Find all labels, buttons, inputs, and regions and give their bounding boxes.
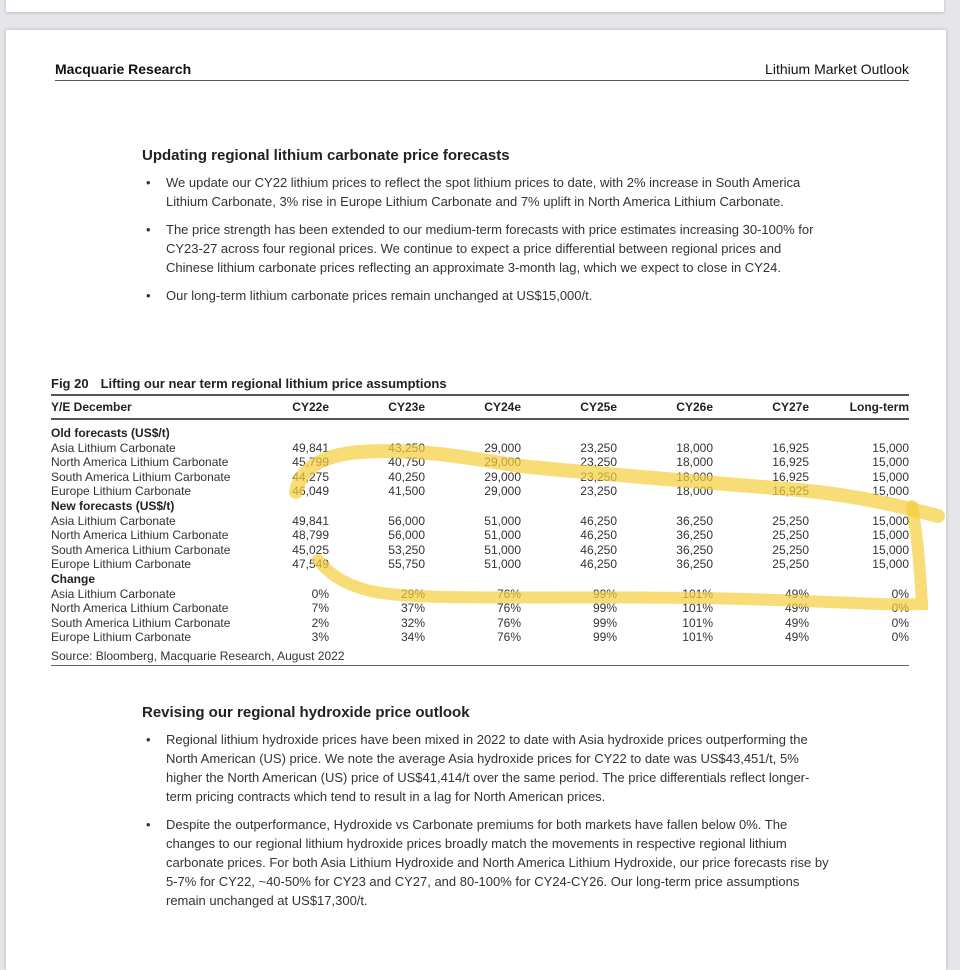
table-group-row xyxy=(51,419,909,441)
row-label: Europe Lithium Carbonate xyxy=(51,557,192,572)
table-cell: 45,799 xyxy=(292,455,329,470)
table-cell: 49% xyxy=(784,630,809,645)
table-cell: 36,250 xyxy=(676,557,713,572)
table-cell: 99% xyxy=(592,586,617,601)
table-group-row xyxy=(51,572,909,587)
table-row xyxy=(51,616,909,631)
table-cell: 49,841 xyxy=(292,513,329,528)
table-row xyxy=(51,455,909,470)
table-cell: 49% xyxy=(784,586,809,601)
table-cell: 16,925 xyxy=(772,455,809,470)
table-row xyxy=(51,630,909,645)
table-cell: 0% xyxy=(311,586,329,601)
table-cell: 41,500 xyxy=(388,484,425,499)
table-row xyxy=(51,587,909,602)
figure-source: Source: Bloomberg, Macquarie Research, August 2022 xyxy=(51,645,909,666)
column-header: CY23e xyxy=(329,396,425,419)
table-cell: 23,250 xyxy=(580,469,617,484)
price-forecast-table xyxy=(51,396,909,645)
table-cell: 51,000 xyxy=(484,542,521,557)
document-page xyxy=(6,30,946,970)
table-cell: 15,000 xyxy=(872,469,909,484)
table-cell: 36,250 xyxy=(676,528,713,543)
bullet-list xyxy=(142,173,832,305)
figure-20 xyxy=(51,376,909,666)
row-label: North America Lithium Carbonate xyxy=(51,528,229,543)
table-cell: 99% xyxy=(592,630,617,645)
table-cell: 46,250 xyxy=(580,513,617,528)
table-cell: 46,250 xyxy=(580,557,617,572)
figure-number: Fig 20 xyxy=(51,376,89,391)
table-cell: 0% xyxy=(891,615,909,630)
row-label: South America Lithium Carbonate xyxy=(51,469,231,484)
row-label: South America Lithium Carbonate xyxy=(51,615,231,630)
table-cell: 40,750 xyxy=(388,455,425,470)
table-cell: 29,000 xyxy=(484,469,521,484)
bullet-item: • The price strength has been extended to our medium-term forecasts with price estimates increasing 30-100% for CY23-27 across four regional prices. We continue to expect a price differential between regional prices and Chinese lithium carbonate prices reflecting an approximate 3-month lag, which we expect to close in CY24. xyxy=(142,220,832,277)
table-row xyxy=(51,514,909,529)
table-cell: 23,250 xyxy=(580,440,617,455)
table-row xyxy=(51,557,909,572)
report-title: Lithium Market Outlook xyxy=(765,61,909,77)
table-cell: 29,000 xyxy=(484,440,521,455)
row-label: Asia Lithium Carbonate xyxy=(51,586,176,601)
column-header: CY25e xyxy=(521,396,617,419)
table-row xyxy=(51,601,909,616)
table-cell: 43,250 xyxy=(388,440,425,455)
table-cell: 48,799 xyxy=(292,528,329,543)
table-cell: 46,049 xyxy=(292,484,329,499)
table-cell: 3% xyxy=(311,630,329,645)
table-cell: 49% xyxy=(784,615,809,630)
table-cell: 25,250 xyxy=(772,542,809,557)
table-cell: 0% xyxy=(891,586,909,601)
table-cell: 34% xyxy=(400,630,425,645)
table-cell: 51,000 xyxy=(484,513,521,528)
table-cell: 16,925 xyxy=(772,469,809,484)
column-header: CY22e xyxy=(251,396,329,419)
table-cell: 55,750 xyxy=(388,557,425,572)
table-cell: 0% xyxy=(891,601,909,616)
bullet-item: • Our long-term lithium carbonate prices remain unchanged at US$15,000/t. xyxy=(142,286,832,305)
row-label: Europe Lithium Carbonate xyxy=(51,484,192,499)
table-cell: 29,000 xyxy=(484,455,521,470)
section-heading: Updating regional lithium carbonate price forecasts xyxy=(142,147,510,164)
table-cell: 101% xyxy=(682,630,713,645)
table-cell: 101% xyxy=(682,615,713,630)
table-cell: 15,000 xyxy=(872,484,909,499)
row-label: North America Lithium Carbonate xyxy=(51,455,229,470)
table-cell: 45,025 xyxy=(292,542,329,557)
table-cell: 23,250 xyxy=(580,455,617,470)
bullet-item: • Regional lithium hydroxide prices have been mixed in 2022 to date with Asia hydroxide prices outperforming the North American (US) price. We note the average Asia hydroxide prices for CY22 to date was US$43,451/t, 5% higher the North American (US) price of US$41,414/t over the same period. The price differentials reflect longer-term pricing contracts which tend to result in a lag for North American prices. xyxy=(142,730,832,806)
row-label: South America Lithium Carbonate xyxy=(51,542,231,557)
row-label: Asia Lithium Carbonate xyxy=(51,513,176,528)
table-cell: 29% xyxy=(400,586,425,601)
table-cell: 51,000 xyxy=(484,528,521,543)
table-row xyxy=(51,543,909,558)
group-label: New forecasts (US$/t) xyxy=(51,498,175,513)
table-cell: 0% xyxy=(891,630,909,645)
table-cell: 37% xyxy=(400,601,425,616)
table-cell: 56,000 xyxy=(388,513,425,528)
bullet-item: • Despite the outperformance, Hydroxide vs Carbonate premiums for both markets have fallen below 0%. The changes to our regional lithium hydroxide prices broadly match the movements in respective regional lithium carbonate prices. For both Asia Lithium Hydroxide and North America Lithium Hydroxide, our price forecasts rise by 5-7% for CY22, ~40-50% for CY23 and CY27, and 80-100% for CY24-CY26. Our long-term price assumptions remain unchanged at US$17,300/t. xyxy=(142,815,832,910)
table-cell: 53,250 xyxy=(388,542,425,557)
table-cell: 15,000 xyxy=(872,542,909,557)
row-label: Europe Lithium Carbonate xyxy=(51,630,192,645)
table-cell: 49% xyxy=(784,601,809,616)
table-row xyxy=(51,441,909,456)
table-row xyxy=(51,470,909,485)
section-carbonate xyxy=(142,147,832,314)
section-hydroxide xyxy=(142,704,832,919)
column-header: Long-term xyxy=(809,396,909,419)
table-cell: 2% xyxy=(311,615,329,630)
table-cell: 23,250 xyxy=(580,484,617,499)
column-header: CY27e xyxy=(713,396,809,419)
publisher-name: Macquarie Research xyxy=(55,61,192,77)
section-heading: Revising our regional hydroxide price outlook xyxy=(142,704,470,721)
table-cell: 49,841 xyxy=(292,440,329,455)
table-cell: 76% xyxy=(496,601,521,616)
table-cell: 7% xyxy=(311,601,329,616)
table-cell: 56,000 xyxy=(388,528,425,543)
table-cell: 18,000 xyxy=(676,484,713,499)
row-label: North America Lithium Carbonate xyxy=(51,601,229,616)
table-cell: 36,250 xyxy=(676,542,713,557)
bullet-item: • We update our CY22 lithium prices to reflect the spot lithium prices to date, with 2% increase in South America Lithium Carbonate, 3% rise in Europe Lithium Carbonate and 7% uplift in North America Lithium Carbonate. xyxy=(142,173,832,211)
table-cell: 76% xyxy=(496,630,521,645)
table-cell: 36,250 xyxy=(676,513,713,528)
row-label: Asia Lithium Carbonate xyxy=(51,440,176,455)
table-group-row xyxy=(51,499,909,514)
table-cell: 15,000 xyxy=(872,557,909,572)
group-label: Change xyxy=(51,571,96,586)
bullet-list xyxy=(142,730,832,910)
table-row xyxy=(51,528,909,543)
table-cell: 15,000 xyxy=(872,513,909,528)
figure-title xyxy=(51,376,909,396)
table-cell: 15,000 xyxy=(872,528,909,543)
group-label: Old forecasts (US$/t) xyxy=(51,426,170,440)
column-header: Y/E December xyxy=(51,396,251,419)
table-cell: 15,000 xyxy=(872,455,909,470)
table-cell: 16,925 xyxy=(772,484,809,499)
table-cell: 16,925 xyxy=(772,440,809,455)
table-row xyxy=(51,484,909,499)
table-cell: 25,250 xyxy=(772,513,809,528)
table-cell: 51,000 xyxy=(484,557,521,572)
table-cell: 76% xyxy=(496,615,521,630)
table-cell: 32% xyxy=(400,615,425,630)
page-header xyxy=(55,60,909,81)
table-cell: 25,250 xyxy=(772,557,809,572)
table-cell: 29,000 xyxy=(484,484,521,499)
table-cell: 40,250 xyxy=(388,469,425,484)
table-cell: 18,000 xyxy=(676,440,713,455)
column-header: CY24e xyxy=(425,396,521,419)
table-cell: 99% xyxy=(592,601,617,616)
table-cell: 18,000 xyxy=(676,455,713,470)
table-cell: 47,549 xyxy=(292,557,329,572)
previous-page-edge xyxy=(6,0,944,12)
table-cell: 101% xyxy=(682,601,713,616)
table-cell: 46,250 xyxy=(580,528,617,543)
figure-caption: Lifting our near term regional lithium price assumptions xyxy=(100,376,447,391)
table-cell: 44,275 xyxy=(292,469,329,484)
table-cell: 76% xyxy=(496,586,521,601)
table-header-row xyxy=(51,396,909,419)
table-cell: 101% xyxy=(682,586,713,601)
table-cell: 25,250 xyxy=(772,528,809,543)
column-header: CY26e xyxy=(617,396,713,419)
table-cell: 15,000 xyxy=(872,440,909,455)
table-cell: 18,000 xyxy=(676,469,713,484)
table-cell: 46,250 xyxy=(580,542,617,557)
table-cell: 99% xyxy=(592,615,617,630)
